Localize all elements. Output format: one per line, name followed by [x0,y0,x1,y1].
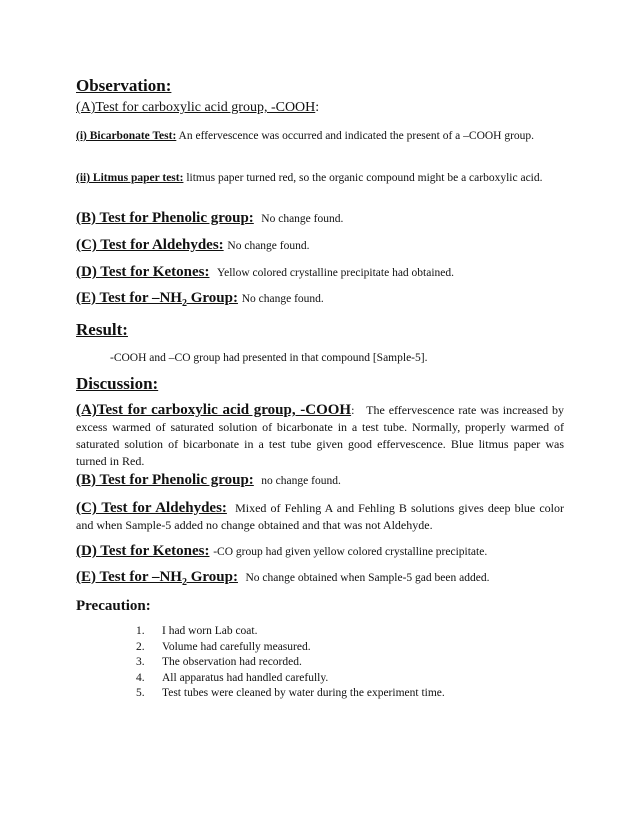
disc-a-heading: (A)Test for carboxylic acid group, -COOH [76,402,352,418]
disc-c-heading: (C) Test for Aldehydes: [76,500,227,516]
list-item [136,686,445,702]
obs-c-row [76,237,564,254]
disc-c-text: Mixed of Fehling A and Fehling B solutions gives deep blue color and when Sample-5 added no change obtained and that was not Aldehyde. [76,501,564,532]
disc-e-heading-sub: 2 [181,577,187,588]
precaution-title: Precaution: [76,598,151,614]
disc-b-row [76,472,564,489]
precaution-list [136,624,445,702]
obs-b-heading: (B) Test for Phenolic group: [76,210,254,226]
item-text: Volume had carefully measured. [162,640,311,653]
item-number: 4. [136,671,145,684]
list-item [136,671,445,687]
obs-b-row [76,210,564,227]
disc-b-heading: (B) Test for Phenolic group: [76,472,254,488]
result-text: -COOH and –CO group had presented in that compound [Sample-5]. [110,352,428,364]
disc-a-text: The effervescence rate was increased by excess warmed of saturated solution of bicarbonate in a test tube. Normally, properly warmed of saturated solution of bicarbonate in a test tube given good effervescence. Blue litmus paper was turned in Red. [76,403,564,468]
obs-ii-text: litmus paper turned red, so the organic compound might be a carboxylic acid. [183,172,543,184]
obs-i-text: An effervescence was occurred and indicated the present of a –COOH group. [176,130,535,142]
obs-a-colon: : [315,100,320,115]
obs-c-heading: (C) Test for Aldehydes: [76,237,224,253]
obs-e-row [76,290,564,309]
disc-e-text: No change obtained when Sample-5 gad been added. [245,572,490,584]
obs-c-text: No change found. [227,240,310,252]
obs-e-heading-post: Group: [186,290,238,306]
obs-e-text: No change found. [241,293,324,305]
observation-title: Observation: [76,76,172,95]
disc-a-paragraph [76,402,564,470]
item-number: 3. [136,656,145,668]
obs-d-row [76,264,564,281]
list-item [136,624,445,640]
obs-a-heading-text: (A)Test for carboxylic acid group, -COOH [76,100,316,115]
disc-c-paragraph [76,500,564,534]
result-title: Result: [76,320,128,339]
item-text: The observation had recorded. [162,656,302,668]
disc-a-colon: : [351,403,355,417]
disc-e-heading-pre: (E) Test for –NH [76,569,182,585]
item-number: 5. [136,687,145,699]
item-text: All apparatus had handled carefully. [162,671,329,684]
item-number: 1. [136,625,145,637]
list-item [136,640,445,656]
disc-d-text: -CO group had given yellow colored crystalline precipitate. [213,546,488,558]
obs-e-heading-pre: (E) Test for –NH [76,290,182,306]
obs-d-heading: (D) Test for Ketones: [76,264,210,280]
disc-b-text: no change found. [261,475,341,487]
list-item [136,655,445,671]
obs-a-heading [76,100,564,116]
obs-e-heading [76,290,238,309]
disc-e-heading [76,569,238,588]
disc-d-heading: (D) Test for Ketones: [76,543,210,559]
obs-b-text: No change found. [261,213,344,225]
item-number: 2. [136,640,145,653]
item-text: I had worn Lab coat. [162,625,258,637]
discussion-title: Discussion: [76,374,159,393]
item-text: Test tubes were cleaned by water during the experiment time. [162,687,445,699]
obs-i-label: (i) Bicarbonate Test: [76,130,177,142]
obs-litmus-test [76,170,564,187]
obs-ii-label: (ii) Litmus paper test: [76,172,184,184]
disc-e-row [76,569,564,588]
disc-e-heading-post: Group: [186,569,238,585]
obs-e-heading-sub: 2 [181,298,187,309]
obs-bicarbonate-test [76,128,564,145]
obs-d-text: Yellow colored crystalline precipitate had obtained. [216,267,455,279]
disc-d-row [76,543,564,560]
